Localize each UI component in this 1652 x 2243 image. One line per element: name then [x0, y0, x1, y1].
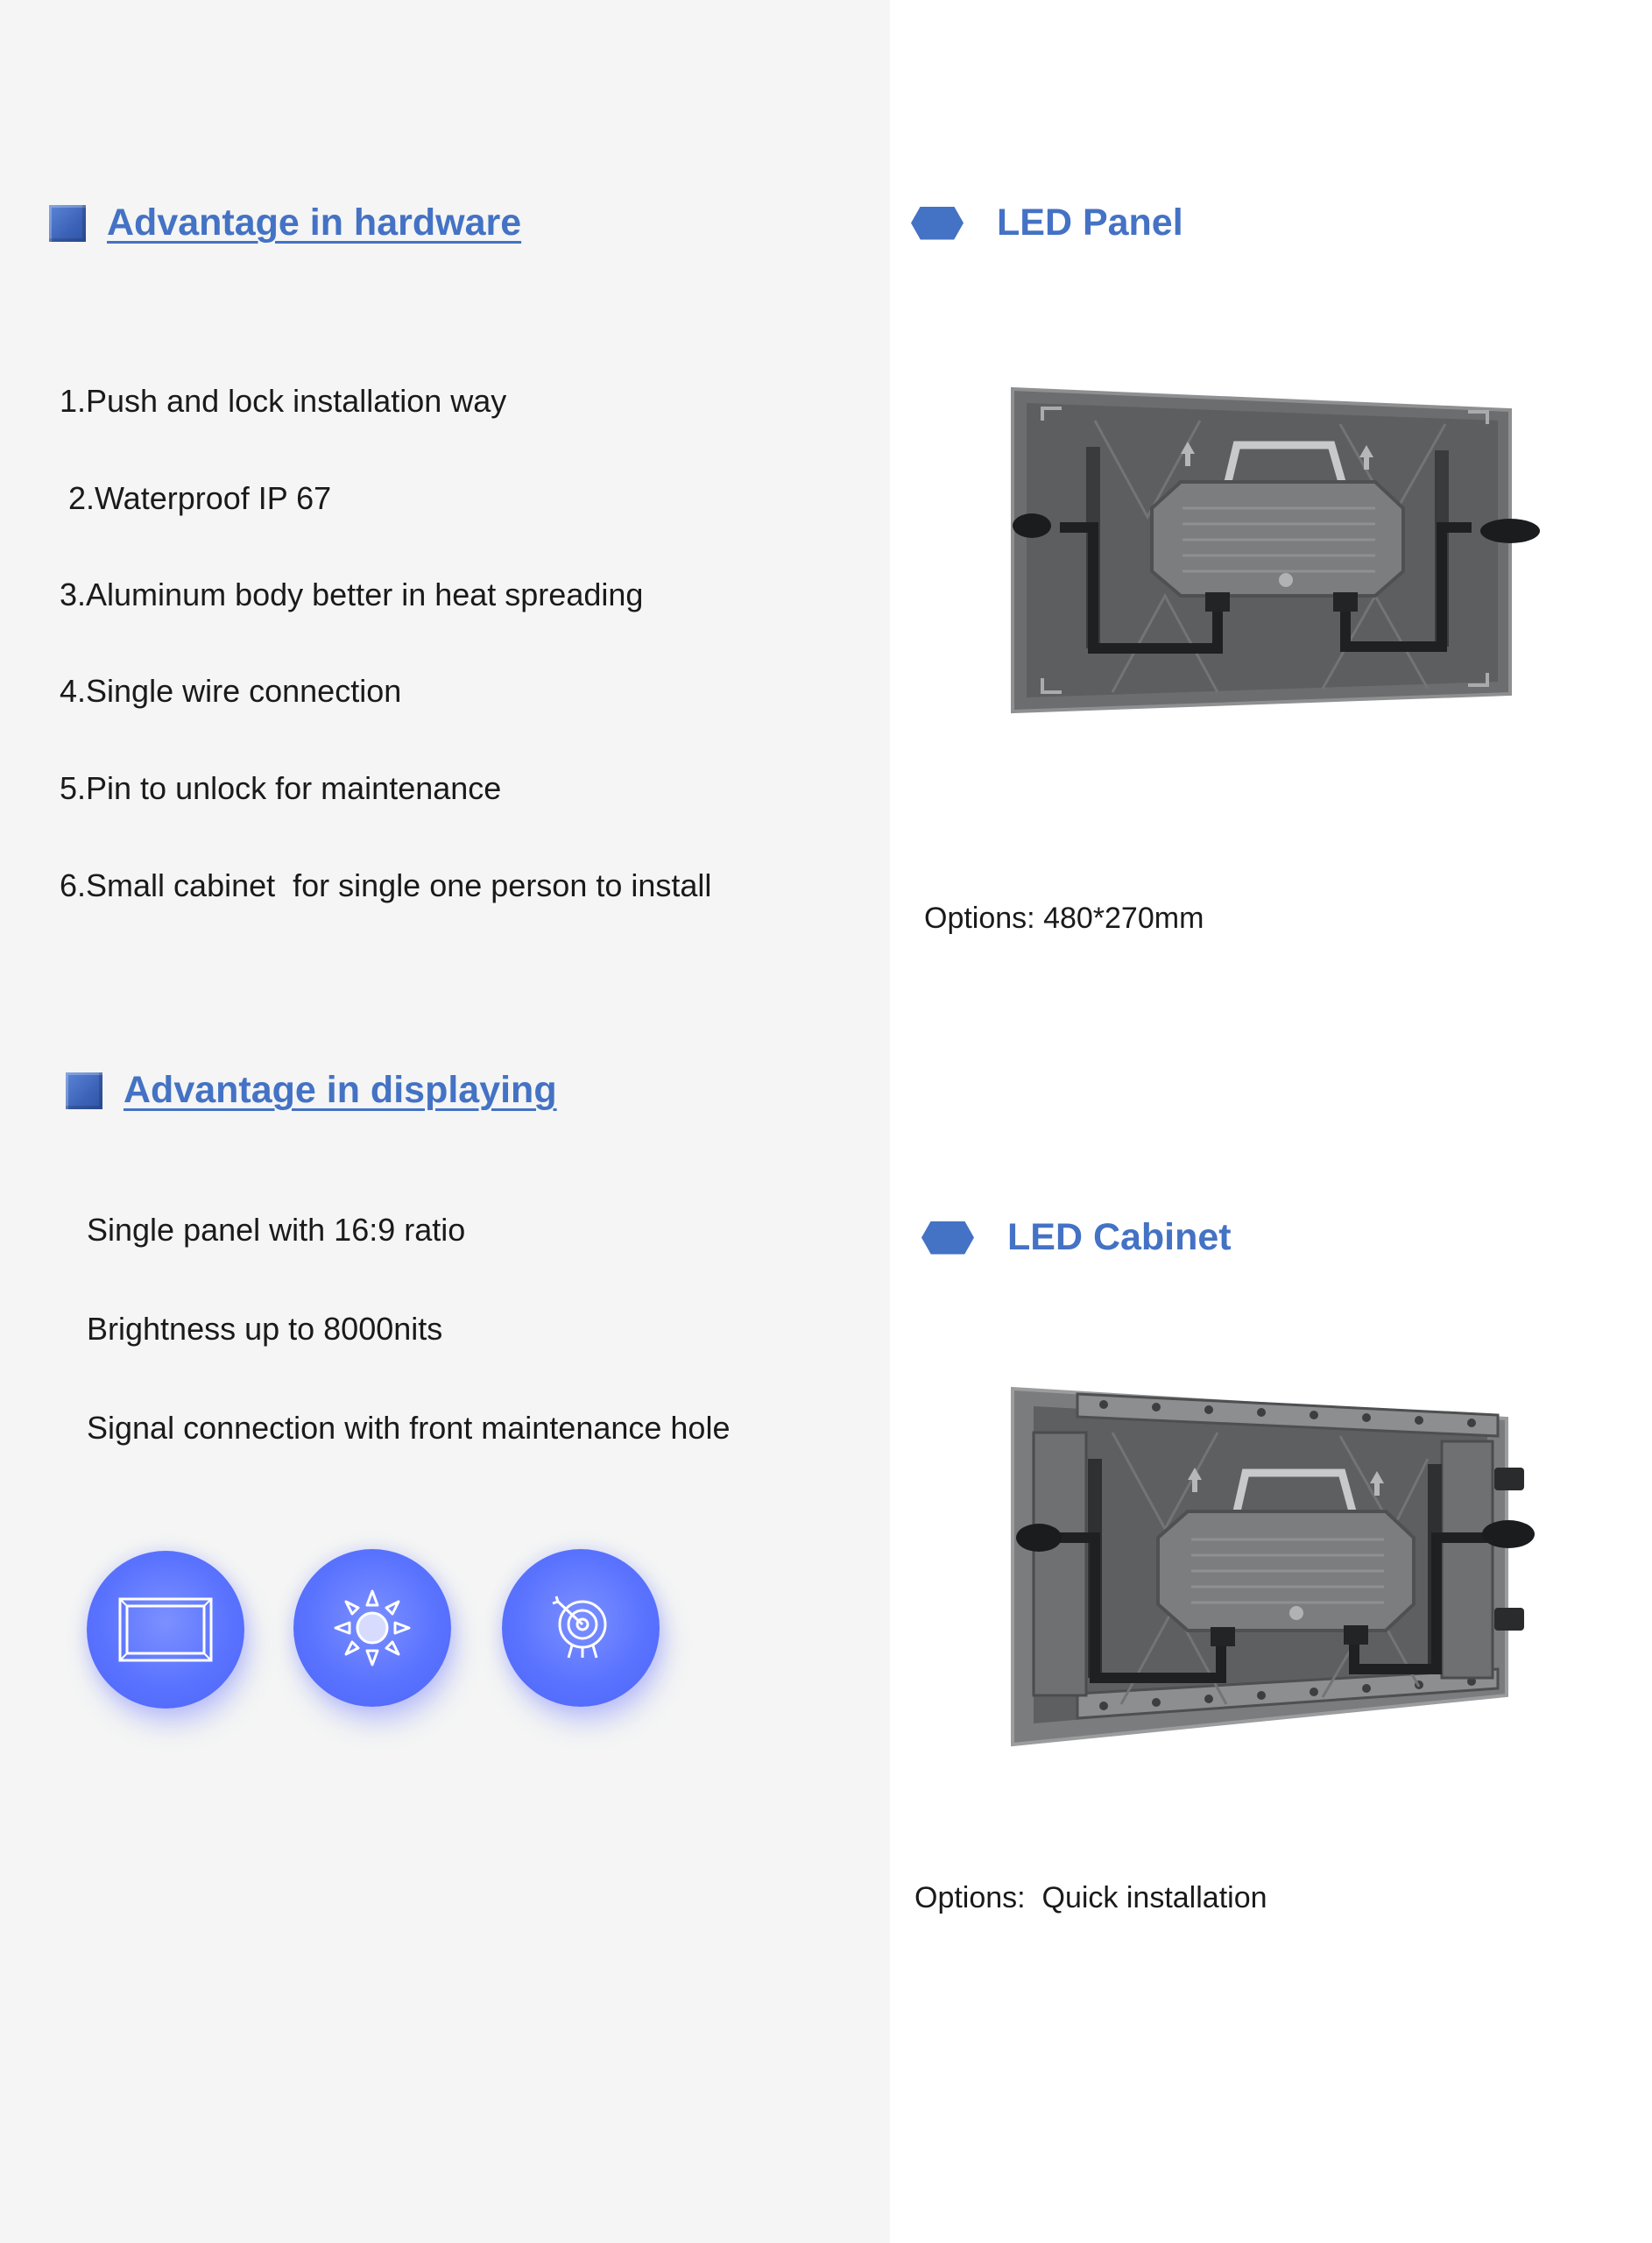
led-panel-header	[911, 202, 1183, 244]
screen-feature-badge	[87, 1551, 244, 1709]
square-bullet-icon	[49, 205, 86, 242]
hexagon-bullet-icon	[911, 207, 964, 240]
brightness-feature-badge	[293, 1549, 451, 1707]
hardware-section-header	[49, 202, 521, 244]
displaying-section-header	[66, 1069, 557, 1112]
hardware-item: 1.Push and lock installation way	[60, 383, 507, 419]
hardware-item: 2.Waterproof IP 67	[60, 480, 332, 516]
signal-feature-badge	[502, 1549, 660, 1707]
led-cabinet-image	[1007, 1380, 1550, 1748]
screen-icon	[117, 1595, 214, 1665]
displaying-item: Single panel with 16:9 ratio	[87, 1212, 466, 1248]
displaying-item: Brightness up to 8000nits	[87, 1311, 443, 1347]
led-panel-image	[1007, 386, 1550, 718]
sun-icon	[330, 1586, 414, 1670]
hardware-item: 5.Pin to unlock for maintenance	[60, 770, 502, 806]
displaying-item: Signal connection with front maintenance hole	[87, 1410, 731, 1446]
led-cabinet-options: Options: Quick installation	[914, 1881, 1267, 1914]
led-panel-options: Options: 480*270mm	[924, 902, 1204, 935]
hexagon-bullet-icon	[921, 1221, 974, 1255]
hardware-item: 6.Small cabinet for single one person to install	[60, 867, 712, 903]
hardware-item: 3.Aluminum body better in heat spreading	[60, 577, 644, 612]
led-cabinet-title: LED Cabinet	[1007, 1216, 1232, 1258]
hardware-section-title: Advantage in hardware	[107, 202, 522, 244]
led-panel-title: LED Panel	[997, 202, 1183, 244]
led-cabinet-header	[921, 1216, 1232, 1259]
hardware-item: 4.Single wire connection	[60, 673, 402, 709]
displaying-section-title: Advantage in displaying	[124, 1069, 557, 1111]
square-bullet-icon	[66, 1072, 102, 1109]
target-icon	[546, 1593, 616, 1663]
